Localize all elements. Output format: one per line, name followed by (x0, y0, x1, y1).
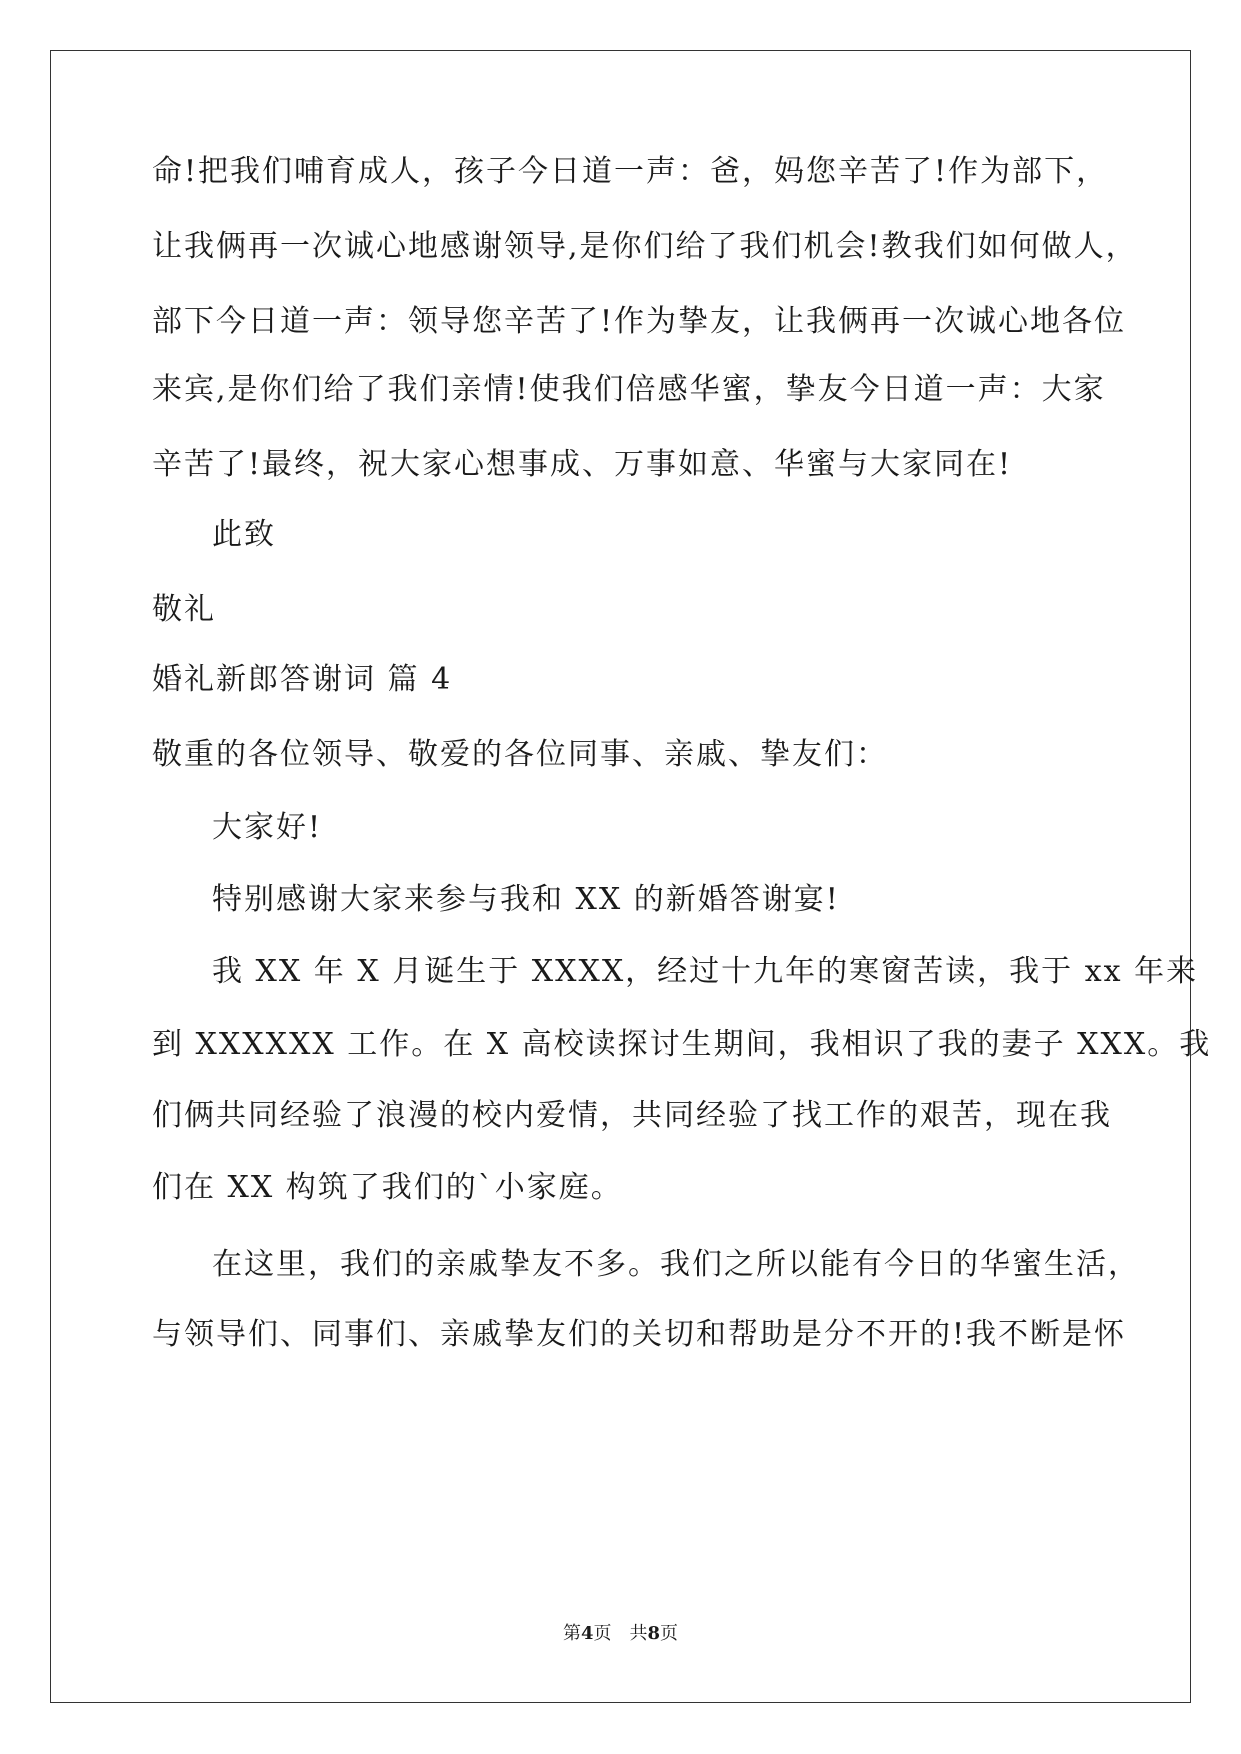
paragraph-line: 们俩共同经验了浪漫的校内爱情，共同经验了找工作的艰苦，现在我 (152, 1098, 1112, 1133)
paragraph-line: 与领导们、同事们、亲戚挚友们的关切和帮助是分不开的!我不断是怀 (152, 1317, 1127, 1352)
total-page-number: 8 (647, 1623, 661, 1644)
paragraph-line: 我 XX 年 X 月诞生于 XXXX，经过十九年的寒窗苦读，我于 xx 年来 (212, 954, 1199, 989)
closing-regards: 敬礼 (152, 592, 216, 627)
paragraph-line: 们在 XX 构筑了我们的`小家庭。 (152, 1170, 623, 1205)
paragraph-line: 让我俩再一次诚心地感谢领导,是你们给了我们机会!教我们如何做人， (152, 229, 1138, 264)
closing-salutation: 此致 (212, 517, 276, 552)
paragraph-line: 到 XXXXXX 工作。在 X 高校读探讨生期间，我相识了我的妻子 XXX。我 (152, 1027, 1212, 1062)
paragraph-line: 特别感谢大家来参与我和 XX 的新婚答谢宴! (212, 882, 840, 917)
page-label-prefix: 第 (562, 1623, 581, 1644)
paragraph-line: 命!把我们哺育成人，孩子今日道一声：爸，妈您辛苦了!作为部下， (152, 154, 1109, 189)
paragraph-line: 部下今日道一声：领导您辛苦了!作为挚友，让我俩再一次诚心地各位 (152, 304, 1127, 339)
paragraph-line: 大家好! (212, 810, 323, 845)
paragraph-line: 在这里，我们的亲戚挚友不多。我们之所以能有今日的华蜜生活， (212, 1247, 1140, 1282)
page-label-suffix: 页 (660, 1623, 679, 1644)
paragraph-line: 辛苦了!最终，祝大家心想事成、万事如意、华蜜与大家同在! (152, 447, 1013, 482)
current-page-number: 4 (580, 1623, 594, 1644)
greeting-line: 敬重的各位领导、敬爱的各位同事、亲戚、挚友们： (152, 737, 888, 772)
page-number-footer (0, 1622, 1241, 1646)
section-heading: 婚礼新郎答谢词 篇 4 (152, 662, 453, 697)
paragraph-line: 来宾,是你们给了我们亲情!使我们倍感华蜜，挚友今日道一声：大家 (152, 372, 1106, 407)
page-border (50, 50, 1191, 1703)
page-label-middle: 页 共 (593, 1623, 648, 1644)
